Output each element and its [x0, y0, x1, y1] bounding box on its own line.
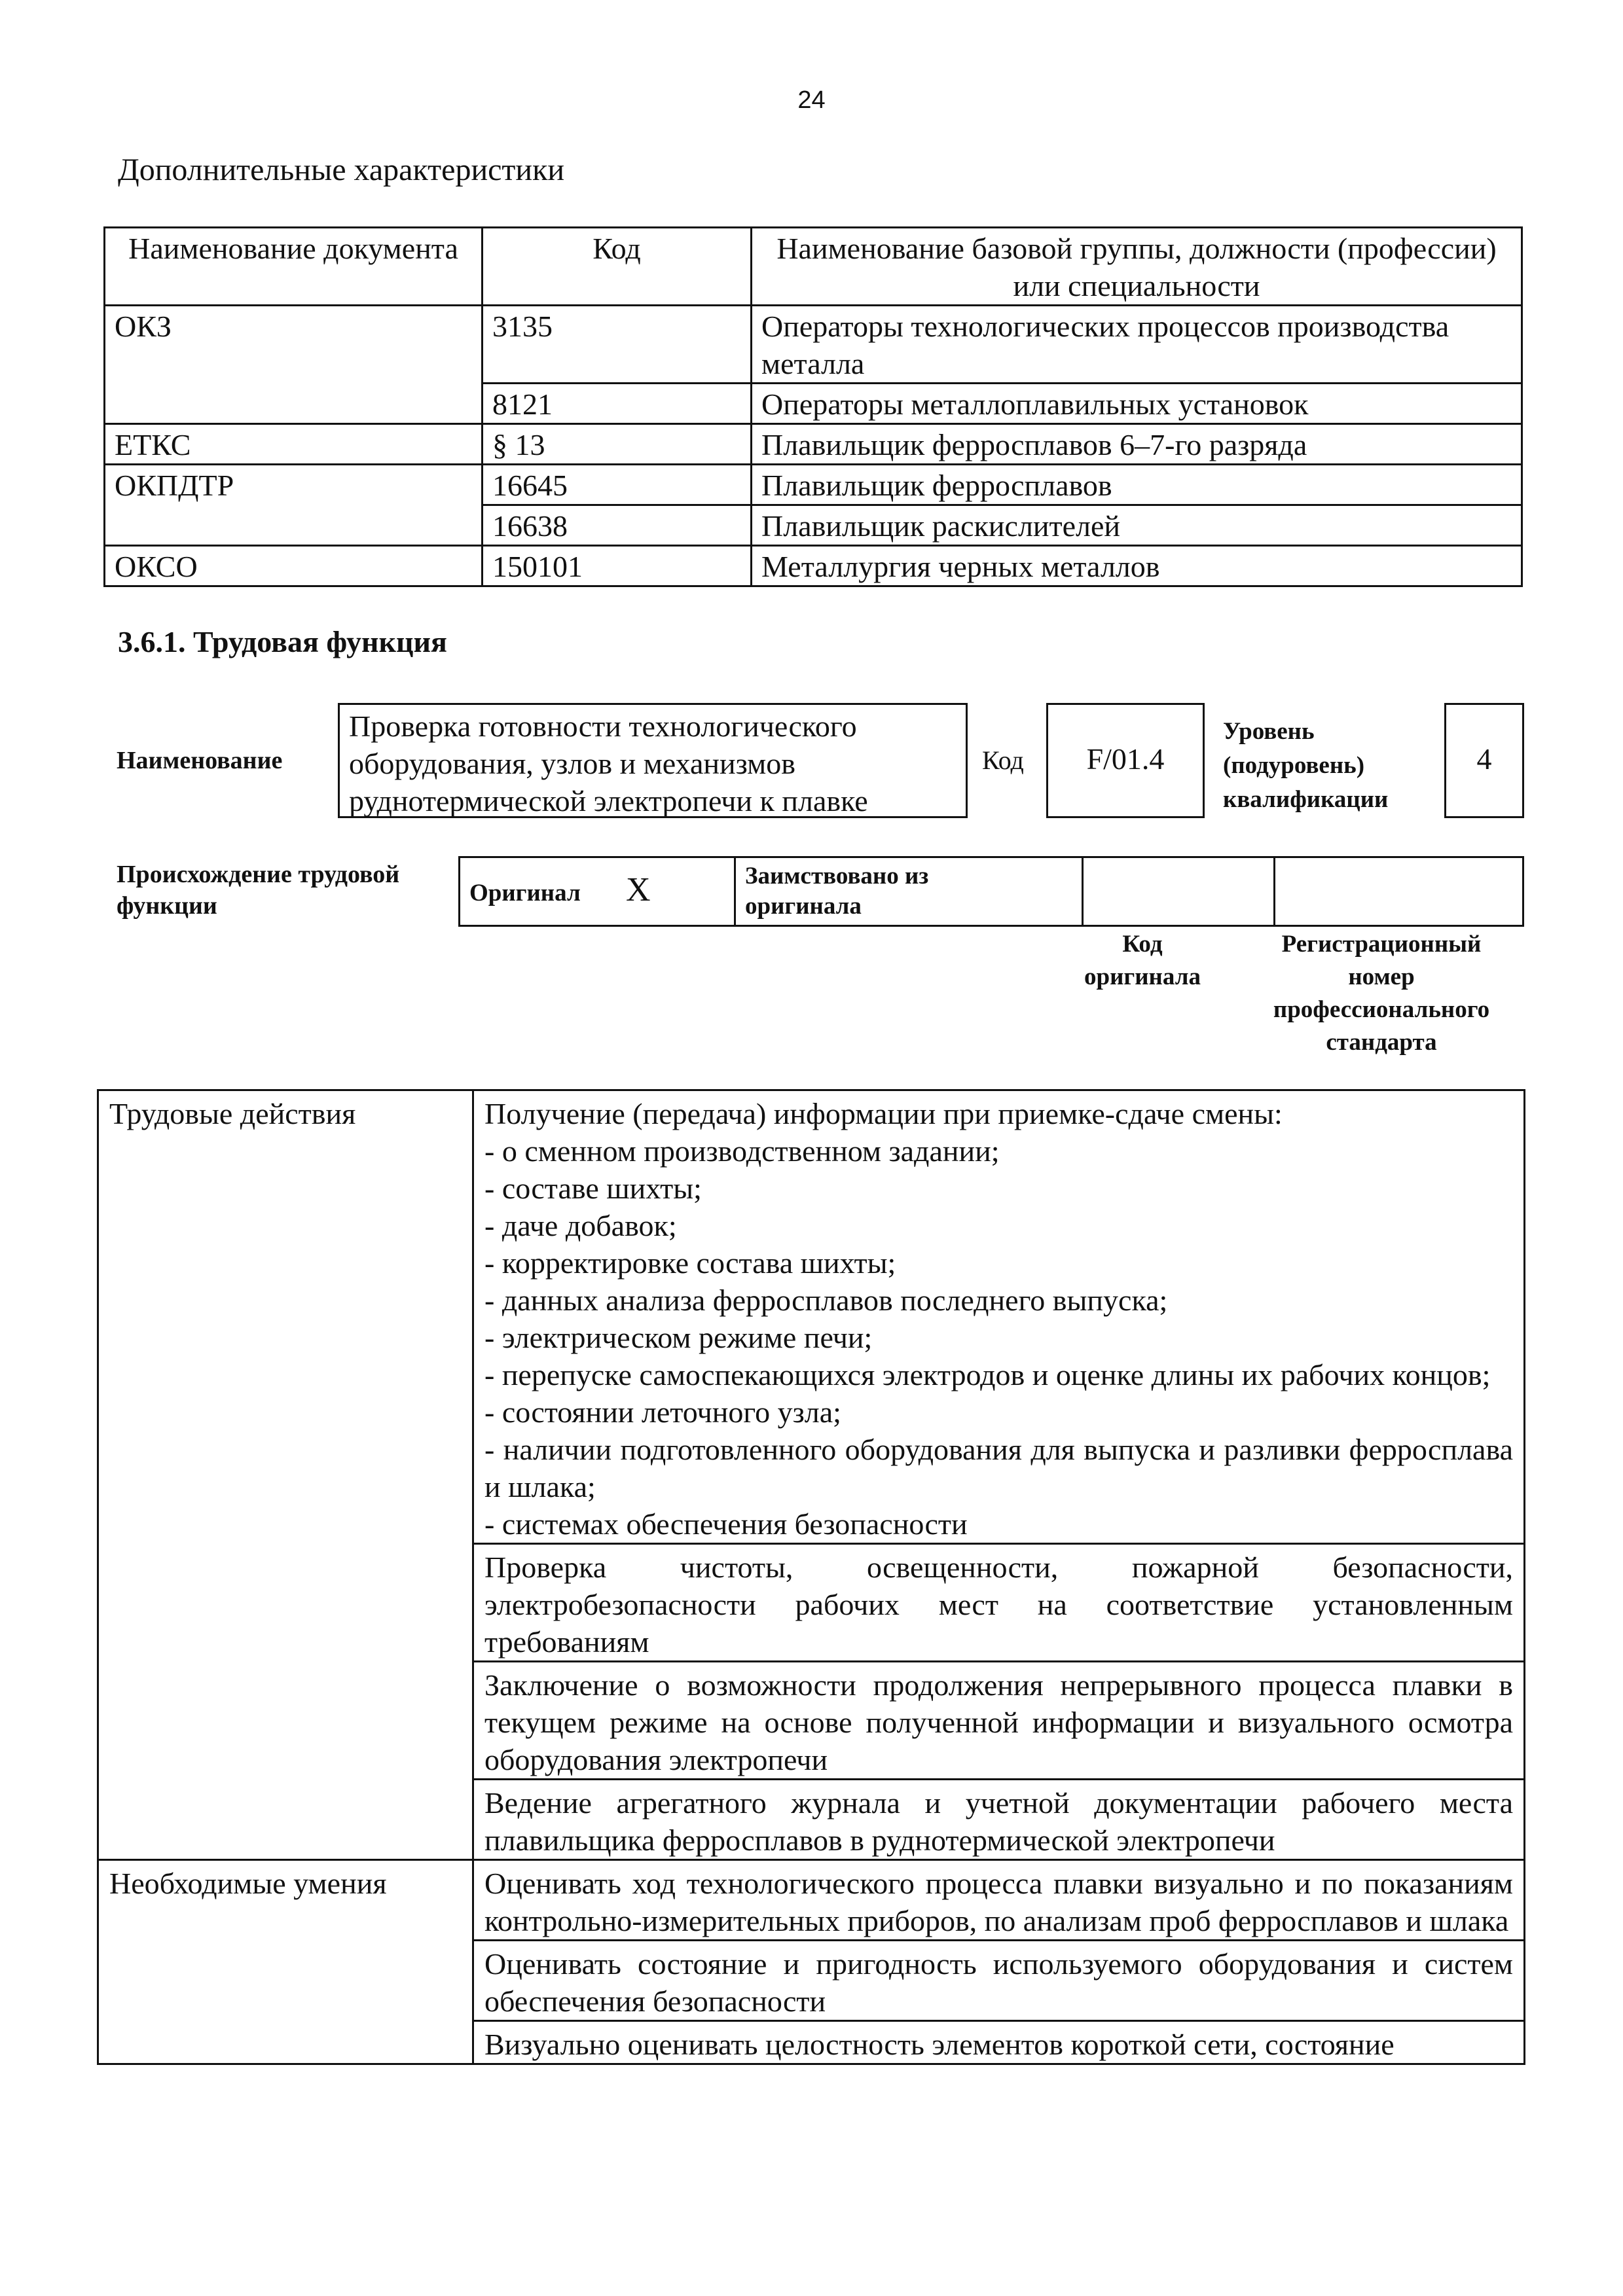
- characteristics-table: [103, 226, 1523, 587]
- table-row: [98, 1860, 1525, 1941]
- extra-characteristics-heading: Дополнительные характеристики: [118, 152, 565, 187]
- caption-line: оригинала: [1084, 963, 1201, 990]
- origin-label-line: Происхождение трудовой: [117, 861, 400, 888]
- header-group-name: Наименование базовой группы, должности (профессии) или специальности: [752, 228, 1522, 306]
- code-cell: 16645: [483, 465, 752, 505]
- action-item: - системах обеспечения безопасности: [484, 1507, 968, 1541]
- borrowed-label-line: Заимствовано из: [745, 863, 929, 889]
- skill-cell: Оценивать состояние и пригодность используемого оборудования и систем обеспечения безопасности: [473, 1941, 1525, 2021]
- function-origin-label: [117, 859, 399, 922]
- skill-cell: Визуально оценивать целостность элементов короткой сети, состояние: [473, 2021, 1525, 2064]
- doc-cell: ЕТКС: [105, 424, 483, 465]
- caption-line: профессионального: [1273, 996, 1490, 1023]
- page-number: 24: [797, 86, 826, 114]
- function-code-label: Код: [982, 745, 1024, 775]
- original-mark: X: [625, 870, 651, 908]
- table-row: [105, 306, 1522, 384]
- action-item: - корректировке состава шихты;: [484, 1246, 896, 1280]
- name-cell: Плавильщик ферросплавов: [752, 465, 1522, 505]
- code-cell: 150101: [483, 546, 752, 586]
- doc-cell: ОКСО: [105, 546, 483, 586]
- registration-number-cell: [1275, 857, 1523, 926]
- function-name-value: Проверка готовности технологического оборудования, узлов и механизмов руднотермической электропечи к плавке: [338, 703, 968, 818]
- level-label-line: Уровень: [1223, 718, 1315, 745]
- caption-line: Код: [1122, 931, 1163, 958]
- origin-label-line: функции: [117, 892, 217, 920]
- qualification-level-label: [1223, 715, 1388, 817]
- labor-action-cell: [473, 1090, 1525, 1544]
- code-cell: § 13: [483, 424, 752, 465]
- origin-table: [458, 856, 1524, 927]
- borrowed-cell: [735, 857, 1083, 926]
- caption-line: номер: [1348, 963, 1415, 990]
- doc-cell: ОКЗ: [105, 306, 483, 424]
- origin-row: [460, 857, 1523, 926]
- code-cell: 8121: [483, 384, 752, 424]
- level-label-line: (подуровень): [1223, 752, 1365, 779]
- code-cell: 16638: [483, 505, 752, 546]
- function-name-label: Наименование: [117, 747, 283, 774]
- action-item: - перепуске самоспекающихся электродов и оценке длины их рабочих концов;: [484, 1358, 1491, 1391]
- name-cell: Металлургия черных металлов: [752, 546, 1522, 586]
- original-code-cell: [1083, 857, 1275, 926]
- level-label-line: квалификации: [1223, 786, 1389, 813]
- action-item: - наличии подготовленного оборудования для выпуска и разливки ферросплава и шлака;: [484, 1433, 1513, 1503]
- name-cell: Плавильщик ферросплавов 6–7-го разряда: [752, 424, 1522, 465]
- caption-line: Регистрационный: [1281, 931, 1482, 958]
- table-row: [98, 1090, 1525, 1544]
- labor-action-cell: Ведение агрегатного журнала и учетной документации рабочего места плавильщика ферросплавов в руднотермической электропечи: [473, 1780, 1525, 1860]
- name-cell: Операторы металлоплавильных установок: [752, 384, 1522, 424]
- labor-actions-table: [97, 1089, 1525, 2065]
- labor-action-cell: Проверка чистоты, освещенности, пожарной безопасности, электробезопасности рабочих мест на соответствие установленным требованиям: [473, 1544, 1525, 1662]
- doc-cell: ОКПДТР: [105, 465, 483, 546]
- labor-function-heading: 3.6.1. Трудовая функция: [118, 625, 447, 658]
- registration-number-caption: [1237, 928, 1525, 1059]
- action-item: - состоянии леточного узла;: [484, 1395, 841, 1429]
- name-cell: Операторы технологических процессов производства металла: [752, 306, 1522, 384]
- action-intro: Получение (передача) информации при приемке-сдаче смены:: [484, 1097, 1283, 1130]
- caption-line: стандарта: [1326, 1029, 1437, 1056]
- header-document-name: Наименование документа: [105, 228, 483, 306]
- header-code: Код: [483, 228, 752, 306]
- action-item: - даче добавок;: [484, 1209, 677, 1242]
- name-cell: Плавильщик раскислителей: [752, 505, 1522, 546]
- action-item: - о сменном производственном задании;: [484, 1134, 1000, 1168]
- labor-action-cell: Заключение о возможности продолжения непрерывного процесса плавки в текущем режиме на основе полученной информации и визуального осмотра оборудования электропечи: [473, 1662, 1525, 1780]
- table-row: [105, 465, 1522, 505]
- function-code-value: F/01.4: [1046, 703, 1205, 818]
- table-row: [105, 424, 1522, 465]
- labor-actions-label: Трудовые действия: [98, 1090, 473, 1860]
- table-header-row: [105, 228, 1522, 306]
- qualification-level-value: 4: [1444, 703, 1524, 818]
- table-row: [105, 546, 1522, 586]
- action-item: - составе шихты;: [484, 1172, 702, 1205]
- action-item: - электрическом режиме печи;: [484, 1321, 873, 1354]
- original-code-caption: [1048, 928, 1237, 994]
- action-item: - данных анализа ферросплавов последнего выпуска;: [484, 1283, 1168, 1317]
- borrowed-label-line: оригинала: [745, 893, 862, 920]
- original-cell: [460, 857, 735, 926]
- code-cell: 3135: [483, 306, 752, 384]
- required-skills-label: Необходимые умения: [98, 1860, 473, 2064]
- original-label: Оригинал: [469, 879, 581, 906]
- skill-cell: Оценивать ход технологического процесса плавки визуально и по показаниям контрольно-измерительных приборов, по анализам проб ферросплавов и шлака: [473, 1860, 1525, 1941]
